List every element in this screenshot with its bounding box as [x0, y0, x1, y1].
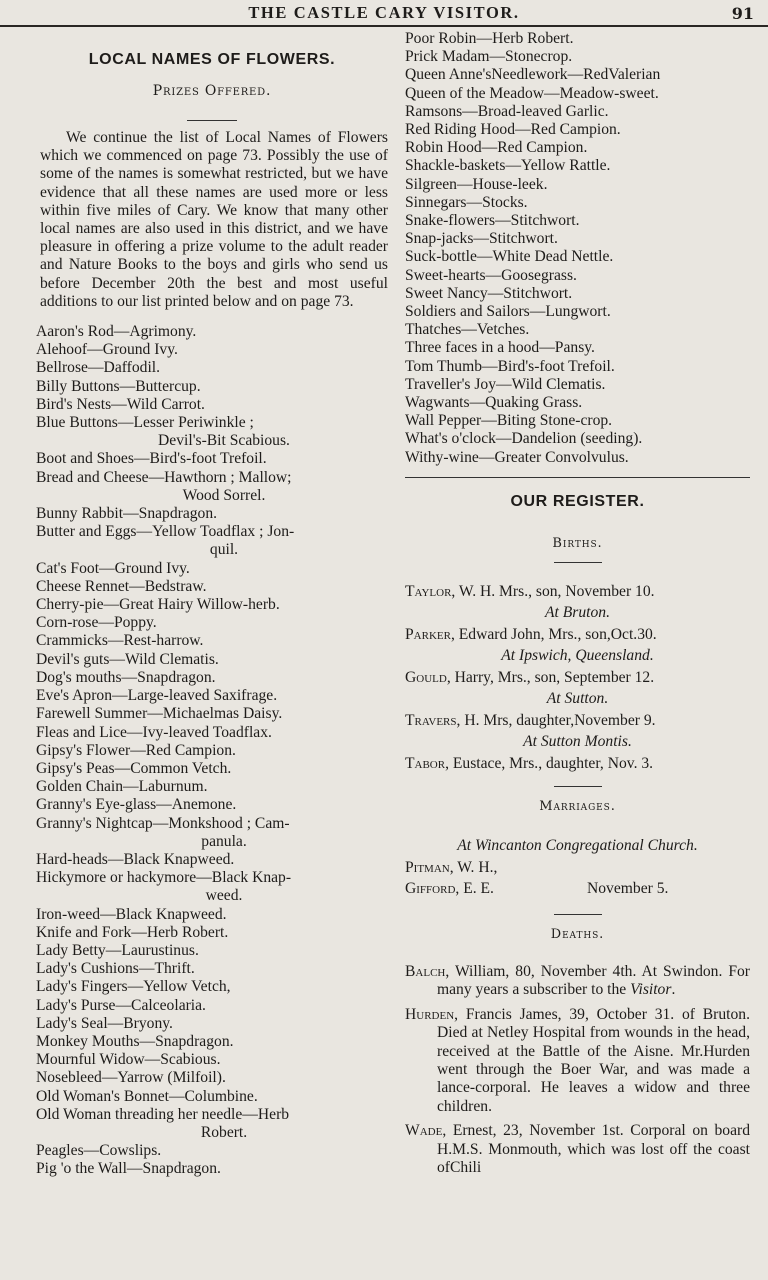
flowers-intro — [40, 129, 388, 311]
flower-entry: Silgreen—House-leek. — [405, 175, 548, 193]
flower-entry: Peagles—Cowslips. — [36, 1142, 162, 1160]
flower-entry: Bread and Cheese—Hawthorn ; Mallow; — [36, 468, 292, 486]
death-surname: Balch — [405, 962, 446, 980]
birth-record — [405, 624, 750, 646]
flower-entry: Devil's guts—Wild Clematis. — [36, 650, 219, 668]
deaths-list — [405, 963, 750, 1177]
flower-entry: Fleas and Lice—Ivy-leaved Toadflax. — [36, 723, 272, 741]
birth-place: At Sutton Montis. — [523, 733, 632, 751]
flower-entry: Withy-wine—Greater Convolvulus. — [405, 448, 629, 466]
deaths-heading: Deaths. — [550, 926, 605, 942]
flower-entry-continuation: quil. — [209, 541, 239, 559]
birth-place: At Ipswich, Queensland. — [501, 647, 654, 665]
flower-entry: Lady's Purse—Calceolaria. — [36, 996, 206, 1014]
death-record — [405, 1122, 750, 1177]
flower-entry: Mournful Widow—Scabious. — [36, 1051, 221, 1069]
flower-entry: Billy Buttons—Buttercup. — [36, 377, 201, 395]
flower-entry: Cat's Foot—Ground Ivy. — [36, 559, 190, 577]
birth-surname: Parker — [405, 625, 451, 643]
flower-entry: Wall Pepper—Biting Stone-crop. — [405, 412, 613, 430]
flower-list-left — [36, 323, 388, 1179]
flower-entry: Cherry-pie—Great Hairy Willow-herb. — [36, 596, 280, 614]
flower-entry: Gipsy's Peas—Common Vetch. — [36, 759, 232, 777]
births-list — [405, 581, 750, 775]
death-end: . — [671, 981, 676, 999]
flower-entry: Butter and Eggs—Yellow Toadflax ; Jon- — [36, 523, 295, 541]
births-rule — [554, 562, 602, 563]
deaths-rule-top — [554, 914, 602, 915]
marriages-rule-top — [554, 786, 602, 787]
flower-entry: Sweet Nancy—Stitchwort. — [405, 284, 573, 302]
death-details: , Francis James, 39, October 31. of Bruton. Died at Netley Hospital from wounds in the head, received at the Battle of the Aisne. Mr.Hurden went through the Boer War, and was made a lance-corporal. He leaves a widow and three children. — [437, 1005, 750, 1115]
marriage-rest-1: , W. H., — [449, 858, 498, 876]
intro-text-1: We continue the list of Local Names of Flowers which we commenced on page 73. Possibly the use of some of the names is somewhat restricted, but we have evidence that all these names are used more or less within five miles of Cary. We know that many other local names are also used in this district, and we have pleasure in offering a prize volume to the adult reader and Nature Books to the boys and girls who send us before — [40, 129, 388, 292]
marriage-line-2 — [405, 878, 750, 900]
flower-entry: Lady's Seal—Bryony. — [36, 1014, 173, 1032]
flowers-title: LOCAL NAMES OF FLOWERS. — [88, 51, 336, 68]
flower-entry: Sweet-hearts—Goosegrass. — [405, 266, 577, 284]
marriage-place: At Wincanton Congregational Church. — [457, 837, 698, 855]
left-column — [36, 30, 388, 1179]
header-rule — [0, 25, 768, 27]
flower-entry: Bird's Nests—Wild Carrot. — [36, 395, 205, 413]
flower-entry: Three faces in a hood—Pansy. — [405, 339, 595, 357]
flower-entry: Old Woman threading her needle—Herb — [36, 1105, 290, 1123]
flower-entry: Hard-heads—Black Knapweed. — [36, 850, 235, 868]
death-surname: Wade — [405, 1122, 443, 1140]
birth-record — [405, 753, 750, 775]
flower-entry: Bellrose—Daffodil. — [36, 359, 161, 377]
marriage-name-2: Gifford — [405, 880, 456, 898]
birth-place: At Sutton. — [546, 690, 609, 708]
register-title: OUR REGISTER. — [510, 492, 645, 510]
right-column — [405, 30, 750, 1183]
flower-entry: Lady's Fingers—Yellow Vetch, — [36, 978, 231, 996]
flower-entry-continuation: Devil's-Bit Scabious. — [158, 432, 290, 450]
birth-surname: Travers — [405, 711, 457, 729]
flower-entry: Traveller's Joy—Wild Clematis. — [405, 375, 606, 393]
divider — [187, 120, 237, 121]
flower-entry: Queen Anne'sNeedlework—RedValerian — [405, 66, 661, 84]
flower-entry: Red Riding Hood—Red Campion. — [405, 121, 621, 139]
flower-entry: Monkey Mouths—Snapdragon. — [36, 1032, 234, 1050]
flower-entry: What's o'clock—Dandelion (seeding). — [405, 430, 643, 448]
flower-list-right — [405, 30, 750, 467]
flower-entry: Farewell Summer—Michaelmas Daisy. — [36, 705, 283, 723]
flower-entry: Prick Madam—Stonecrop. — [405, 48, 573, 66]
flower-entry: Corn-rose—Poppy. — [36, 614, 157, 632]
flower-entry: Ramsons—Broad-leaved Garlic. — [405, 102, 609, 120]
flower-entry: Granny's Eye-glass—Anemone. — [36, 796, 237, 814]
prizes-subtitle: Prizes Offered. — [152, 83, 272, 99]
birth-place: At Bruton. — [545, 604, 610, 622]
death-record — [405, 1006, 750, 1116]
flower-entry: Gipsy's Flower—Red Campion. — [36, 741, 236, 759]
intro-text-2: the best and most useful additions to our list printed below and on page 73. — [40, 274, 388, 310]
page-number: 91 — [731, 4, 754, 23]
flower-entry: Iron-weed—Black Knapweed. — [36, 905, 227, 923]
marriage-rest-2: , E. E. — [455, 880, 494, 898]
death-details: , William, 80, November 4th. At Swindon. For many years a subscriber to the — [437, 962, 750, 999]
birth-record — [405, 581, 750, 603]
flower-entry-continuation: panula. — [201, 832, 247, 850]
flower-entry: Lady's Cushions—Thrift. — [36, 960, 195, 978]
flower-entry: Thatches—Vetches. — [405, 321, 530, 339]
flower-entry-continuation: Robert. — [200, 1123, 248, 1141]
marriage-name-1: Pitman — [405, 858, 450, 876]
birth-surname: Taylor — [405, 582, 452, 600]
flower-entry-continuation: weed. — [205, 887, 243, 905]
publication-title: THE CASTLE CARY VISITOR. — [248, 3, 520, 22]
flower-entry: Knife and Fork—Herb Robert. — [36, 923, 229, 941]
marriage-line-1 — [405, 857, 750, 879]
flower-entry: Shackle-baskets—Yellow Rattle. — [405, 157, 611, 175]
death-surname: Hurden — [405, 1005, 455, 1023]
flower-entry: Lady Betty—Laurustinus. — [36, 941, 199, 959]
birth-record — [405, 710, 750, 732]
death-details: , Ernest, 23, November 1st. Corporal on board H.M.S. Monmouth, which was lost off the coast ofChili — [437, 1122, 750, 1176]
flower-entry: Boot and Shoes—Bird's-foot Trefoil. — [36, 450, 267, 468]
flower-entry: Alehoof—Ground Ivy. — [36, 341, 178, 359]
flower-entry: Golden Chain—Laburnum. — [36, 778, 208, 796]
flower-entry: Robin Hood—Red Campion. — [405, 139, 588, 157]
flower-entry: Dog's mouths—Snapdragon. — [36, 668, 216, 686]
marriages-heading: Marriages. — [539, 799, 616, 815]
flower-entry: Eve's Apron—Large-leaved Saxifrage. — [36, 687, 278, 705]
birth-details: , W. H. Mrs., son, November 10. — [451, 582, 655, 600]
flower-entry: Tom Thumb—Bird's-foot Trefoil. — [405, 357, 615, 375]
death-italic: Visitor — [630, 981, 672, 999]
birth-details: , Edward John, Mrs., son,Oct.30. — [450, 625, 657, 643]
flower-entry: Poor Robin—Herb Robert. — [405, 30, 574, 47]
flower-entry: Snake-flowers—Stitchwort. — [405, 212, 580, 230]
flower-entry: Bunny Rabbit—Snapdragon. — [36, 505, 218, 523]
flower-entry: Hickymore or hackymore—Black Knap- — [36, 869, 292, 887]
flower-entry: Pig 'o the Wall—Snapdragon. — [36, 1160, 221, 1178]
flower-entry: Wagwants—Quaking Grass. — [405, 394, 583, 412]
flower-entry: Cheese Rennet—Bedstraw. — [36, 577, 207, 595]
flower-entry-continuation: Wood Sorrel. — [182, 486, 266, 504]
birth-details: , Harry, Mrs., son, September 12. — [446, 668, 655, 686]
flower-entry: Crammicks—Rest-harrow. — [36, 632, 204, 650]
flower-entry: Sinnegars—Stocks. — [405, 193, 528, 211]
flower-entry: Suck-bottle—White Dead Nettle. — [405, 248, 614, 266]
page-header — [0, 0, 768, 26]
section-rule — [405, 477, 750, 478]
birth-details: , H. Mrs, daughter,November 9. — [456, 711, 656, 729]
flower-entry: Snap-jacks—Stitchwort. — [405, 230, 558, 248]
flower-entry: Old Woman's Bonnet—Columbine. — [36, 1087, 258, 1105]
births-heading: Births. — [552, 535, 603, 551]
flower-entry: Soldiers and Sailors—Lungwort. — [405, 303, 611, 321]
intro-date: December 20th — [91, 274, 195, 292]
flower-entry: Queen of the Meadow—Meadow-sweet. — [405, 84, 659, 102]
birth-record — [405, 667, 750, 689]
death-record — [405, 963, 750, 1000]
flower-entry: Aaron's Rod—Agrimony. — [36, 323, 197, 341]
marriage-date: November 5. — [587, 880, 669, 898]
birth-details: , Eustace, Mrs., daughter, Nov. 3. — [445, 754, 654, 772]
flower-entry: Nosebleed—Yarrow (Milfoil). — [36, 1069, 226, 1087]
flower-entry: Blue Buttons—Lesser Periwinkle ; — [36, 414, 254, 432]
birth-surname: Tabor — [405, 754, 446, 772]
flower-entry: Granny's Nightcap—Monkshood ; Cam- — [36, 814, 290, 832]
birth-surname: Gould — [405, 668, 447, 686]
